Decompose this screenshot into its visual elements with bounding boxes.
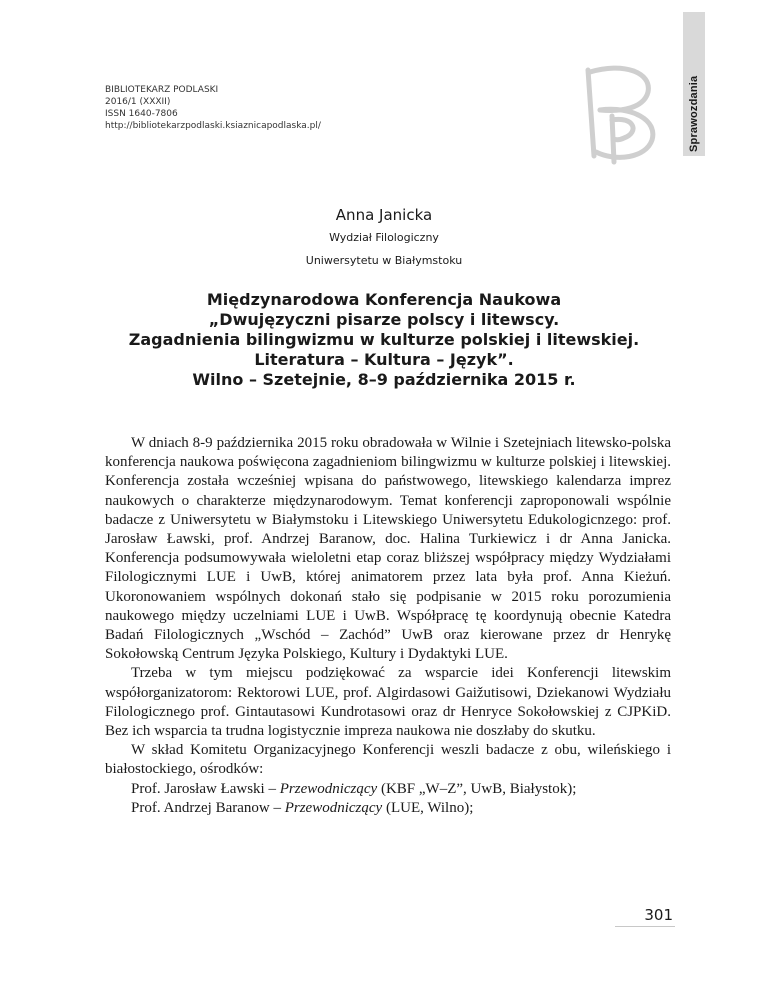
article-body	[105, 434, 671, 818]
article-title	[80, 290, 688, 390]
member-name: Prof. Andrzej Baranow –	[131, 799, 285, 816]
journal-issue: 2016/1 (XXXII)	[105, 97, 171, 107]
title-line: Literatura – Kultura – Język”.	[254, 350, 514, 369]
page-number: 301	[644, 906, 673, 924]
body-paragraph: W skład Komitetu Organizacyjnego Konferencji weszli badacze z obu, wileńskiego i białostockiego, ośrodków:	[105, 742, 671, 778]
committee-member	[105, 780, 671, 799]
title-line: Zagadnienia bilingwizmu w kulturze polskiej i litewskiej.	[128, 330, 640, 349]
member-affiliation: (KBF „W–Z”, UwB, Białystok);	[377, 780, 577, 797]
section-tab	[683, 12, 705, 156]
page-number-rule	[615, 926, 675, 927]
section-tab-label: Sprawozdania	[688, 75, 700, 152]
journal-issn: ISSN 1640-7806	[105, 109, 178, 119]
member-role: Przewodniczący	[279, 780, 378, 797]
title-line: „Dwujęzyczni pisarze polscy i litewscy.	[208, 310, 560, 329]
committee-member	[105, 799, 671, 818]
title-line: Międzynarodowa Konferencja Naukowa	[206, 290, 562, 309]
title-line: Wilno – Szetejnie, 8–9 października 2015 r.	[192, 370, 576, 389]
journal-info	[105, 84, 321, 132]
journal-name: BIBLIOTEKARZ PODLASKI	[105, 85, 219, 95]
body-paragraph: W dniach 8-9 października 2015 roku obradowała w Wilnie i Szetejniach litewsko-polska konferencja naukowa poświęcona zagadnieniom bilingwizmu w kulturze polskiej i litewskiej. Konferencja została wcześniej wpisana do państwowego, litewskiego kalendarza imprez naukowych o charakterze międzynarodowym. Temat konferencji zaproponowali wspólnie badacze z Uniwersytetu w Białymstoku i Litewskiego Uniwersytetu Edukologicnzego: prof. Jarosław Ławski, prof. Andrzej Baranow, doc. Halina Turkiewicz i dr Anna Janicka. Konferencja podsumowywała wieloletni etap coraz bliższej współpracy między Wydziałami Filologicznymi LUE i UwB, której animatorem przez lata była prof. Anna Kieżuń. Ukoronowaniem wspólnych dokonań stało się podpisanie w 2015 roku porozumienia naukowego między uczelniami LUE i UwB. Współpracę tę koordynują obecnie Katedra Badań Filologicznych „Wschód – Zachód” UwB oraz kierowane przez dr Henrykę Sokołowską Centrum Języka Polskiego, Kultury i Dydaktyki LUE.	[105, 435, 671, 663]
author-block	[0, 205, 768, 271]
body-paragraph: Trzeba w tym miejscu podziękować za wsparcie idei Konferencji litewskim współorganizatorom: Rektorowi LUE, prof. Algirdasowi Gaižutisowi, Dziekanowi Wydziału Filologicznego prof. Gintautasowi Kundrotasowi oraz dr Henryce Sokołowskiej z CJPKiD. Bez ich wsparcia ta trudna logistycznie impreza naukowa nie doszłaby do skutku.	[105, 665, 671, 740]
affiliation-university: Uniwersytetu w Białymstoku	[305, 254, 463, 267]
journal-url[interactable]: http://bibliotekarzpodlaski.ksiaznicapodlaska.pl/	[105, 121, 321, 131]
affiliation-faculty: Wydział Filologiczny	[329, 231, 439, 244]
bp-monogram-icon	[568, 58, 668, 168]
member-role: Przewodniczący	[284, 799, 383, 816]
member-name: Prof. Jarosław Ławski –	[131, 780, 280, 797]
author-name: Anna Janicka	[335, 206, 433, 224]
member-affiliation: (LUE, Wilno);	[382, 799, 474, 816]
